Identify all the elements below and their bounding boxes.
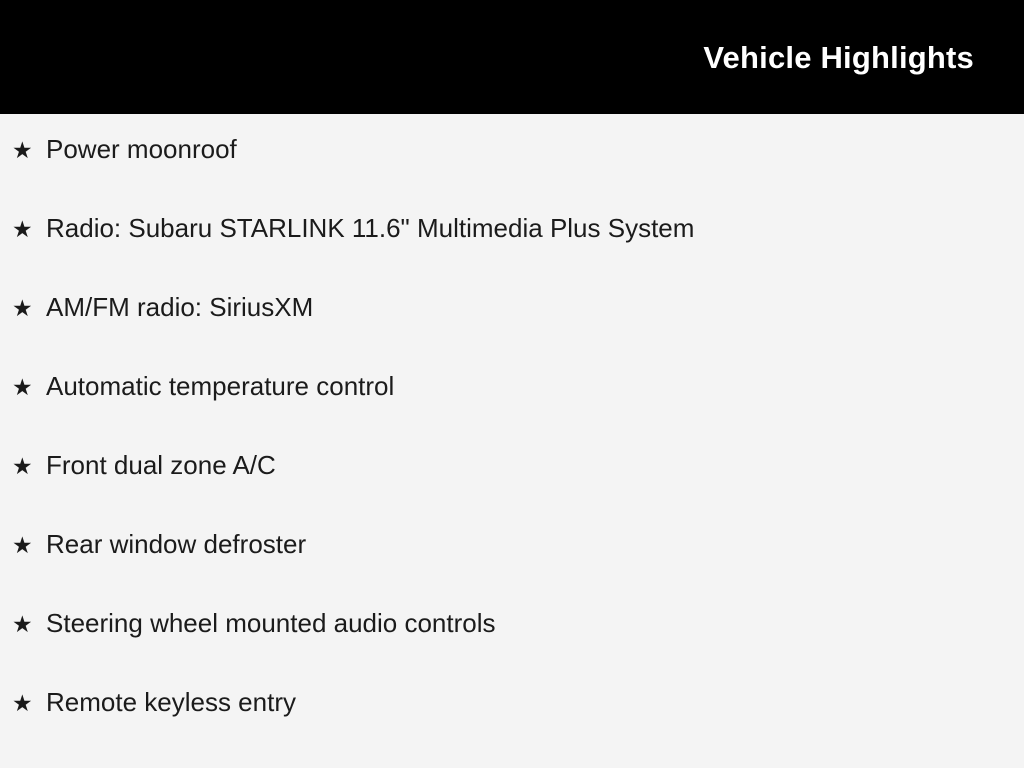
star-bullet-icon: ★ bbox=[12, 690, 33, 716]
star-bullet-icon: ★ bbox=[12, 374, 33, 400]
star-bullet-icon: ★ bbox=[12, 216, 33, 242]
list-item bbox=[0, 610, 1024, 689]
list-item bbox=[0, 452, 1024, 531]
page-title: Vehicle Highlights bbox=[703, 39, 974, 75]
star-bullet-icon: ★ bbox=[12, 453, 33, 479]
list-item bbox=[0, 531, 1024, 610]
list-item bbox=[0, 294, 1024, 373]
list-item-label: Front dual zone A/C bbox=[46, 450, 276, 480]
list-item-label: AM/FM radio: SiriusXM bbox=[46, 292, 314, 322]
list-item-label: Power moonroof bbox=[46, 134, 237, 164]
list-item bbox=[0, 136, 1024, 215]
list-item bbox=[0, 215, 1024, 294]
list-item bbox=[0, 373, 1024, 452]
star-bullet-icon: ★ bbox=[12, 532, 33, 558]
highlights-content bbox=[0, 114, 1024, 768]
list-item-label: Automatic temperature control bbox=[46, 371, 395, 401]
list-item-label: Radio: Subaru STARLINK 11.6" Multimedia Plus System bbox=[46, 213, 695, 243]
list-item-label: Remote keyless entry bbox=[46, 687, 296, 717]
list-item-label: Steering wheel mounted audio controls bbox=[46, 608, 496, 638]
star-bullet-icon: ★ bbox=[12, 295, 33, 321]
list-item bbox=[0, 689, 1024, 768]
star-bullet-icon: ★ bbox=[12, 611, 33, 637]
vehicle-highlights-list bbox=[0, 136, 1024, 768]
list-item-label: Rear window defroster bbox=[46, 529, 307, 559]
star-bullet-icon: ★ bbox=[12, 137, 33, 163]
header-bar bbox=[0, 0, 1024, 114]
